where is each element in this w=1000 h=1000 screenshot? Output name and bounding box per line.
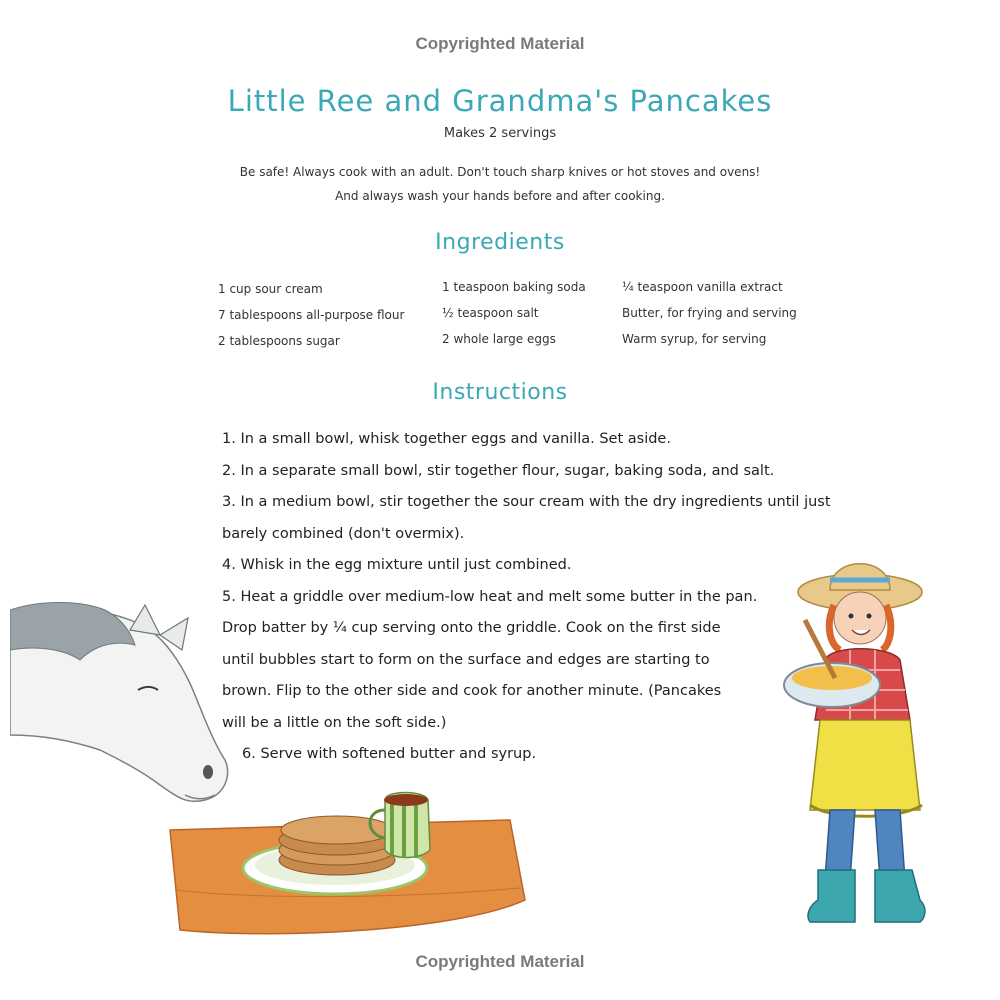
ingredient-item: Butter, for frying and serving (622, 306, 797, 320)
safety-note (0, 160, 1000, 208)
ingredient-item: ¼ teaspoon vanilla extract (622, 280, 783, 294)
ingredient-item: ½ teaspoon salt (442, 306, 539, 320)
ingredients-column-1 (218, 276, 404, 354)
servings: Makes 2 servings (443, 126, 557, 141)
ingredient-item: 1 cup sour cream (218, 282, 323, 296)
instruction-line: 4. Whisk in the egg mixture until just combined. (222, 557, 572, 573)
recipe-title: Little Ree and Grandma's Pancakes (227, 84, 773, 118)
instruction-line: barely combined (don't overmix). (222, 525, 465, 542)
ingredient-item: 2 tablespoons sugar (218, 334, 340, 348)
ingredient-item: Warm syrup, for serving (622, 332, 767, 346)
pancakes-table-illustration (160, 780, 530, 945)
girl-cowboy-hat-illustration (770, 550, 945, 935)
safety-line: And always wash your hands before and after cooking. (335, 189, 665, 203)
watermark-top: Copyrighted Material (415, 34, 585, 53)
instruction-line: 5. Heat a griddle over medium-low heat and melt some butter in the pan. (222, 588, 758, 605)
instruction-line: Drop batter by ¼ cup serving onto the griddle. Cook on the first side (222, 620, 721, 636)
instruction-line: will be a little on the soft side.) (222, 714, 447, 731)
watermark-bottom: Copyrighted Material (415, 952, 585, 971)
ingredient-item: 2 whole large eggs (442, 332, 556, 346)
instruction-line: until bubbles start to form on the surface and edges are starting to (222, 651, 710, 668)
ingredient-item: 1 teaspoon baking soda (442, 280, 586, 294)
ingredients-column-2 (442, 274, 586, 352)
instruction-line: 6. Serve with softened butter and syrup. (242, 746, 537, 762)
ingredients-heading: Ingredients (435, 230, 565, 255)
ingredients-column-3 (622, 274, 797, 352)
instruction-line: 1. In a small bowl, whisk together eggs and vanilla. Set aside. (222, 431, 671, 447)
instruction-line: 2. In a separate small bowl, stir together flour, sugar, baking soda, and salt. (222, 462, 775, 479)
safety-line: Be safe! Always cook with an adult. Don't touch sharp knives or hot stoves and ovens! (239, 165, 761, 179)
instruction-line: brown. Flip to the other side and cook for another minute. (Pancakes (222, 683, 722, 699)
instructions-heading: Instructions (432, 380, 568, 405)
instruction-line: 3. In a medium bowl, stir together the sour cream with the dry ingredients until just (222, 494, 831, 510)
ingredient-item: 7 tablespoons all-purpose flour (218, 308, 405, 322)
